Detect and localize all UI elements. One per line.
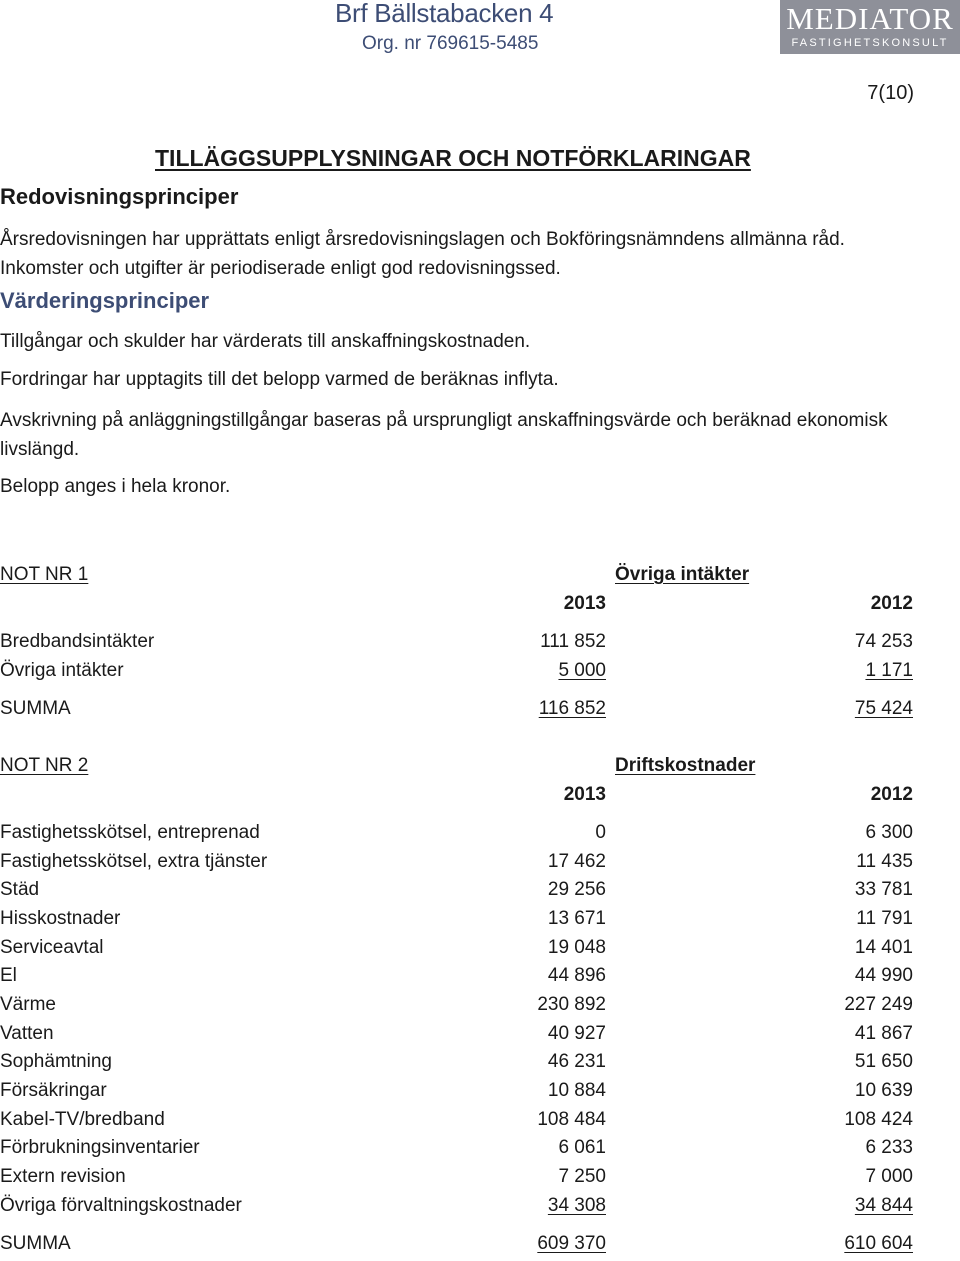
table-row [0,1195,960,1223]
value-2012: 41 867 [854,1023,913,1044]
sum-label: SUMMA [0,1233,71,1254]
note-number: NOT NR 1 [0,564,89,585]
row-label: Kabel-TV/bredband [0,1109,165,1130]
table-row [0,1080,960,1108]
value-2013: 5 000 [558,660,606,681]
value-2013: 29 256 [547,879,606,900]
value-2013: 46 231 [547,1051,606,1072]
note-number: NOT NR 2 [0,755,89,776]
value-2012: 6 233 [865,1137,913,1158]
vardering-line-3: Avskrivning på anläggningstillgångar baseras på ursprungligt anskaffningsvärde och beräknad ekonomisk livslängd. [0,410,888,460]
value-2012: 33 781 [854,879,913,900]
value-2012: 10 639 [854,1080,913,1101]
table-row [0,1023,960,1051]
value-2012: 6 300 [865,822,913,843]
sum-row [0,1233,960,1261]
row-label: Vatten [0,1023,54,1044]
table-row [0,937,960,965]
table-row [0,908,960,936]
logo-main-text: MEDIATOR [786,1,954,36]
table-row [0,1137,960,1165]
note-title: Driftskostnader [615,755,756,776]
value-2013: 7 250 [558,1166,606,1187]
note-title: Övriga intäkter [615,564,750,585]
vardering-line-1: Tillgångar och skulder har värderats till anskaffningskostnaden. [0,331,531,352]
table-row [0,1051,960,1079]
sum-row [0,698,960,726]
vardering-line-2: Fordringar har upptagits till det belopp varmed de beräknas inflyta. [0,369,559,390]
year-2013-header: 2013 [563,593,606,614]
table-row [0,851,960,879]
row-label: El [0,965,17,986]
year-2012-header: 2012 [870,593,913,614]
value-2013: 10 884 [547,1080,606,1101]
row-label: Försäkringar [0,1080,107,1101]
sum-2012: 610 604 [844,1233,913,1254]
table-row [0,1109,960,1137]
section-title: TILLÄGGSUPPLYSNINGAR OCH NOTFÖRKLARINGAR [155,145,751,171]
table-row [0,631,960,659]
value-2012: 51 650 [854,1051,913,1072]
org-name: Brf Bällstabacken 4 [335,0,554,28]
value-2013: 6 061 [558,1137,606,1158]
value-2013: 0 [595,822,606,843]
sum-2012: 75 424 [854,698,913,719]
value-2013: 13 671 [547,908,606,929]
sum-2013: 116 852 [538,698,606,719]
heading-vardering: Värderingsprinciper [0,288,210,313]
row-label: Serviceavtal [0,937,104,958]
row-label: Förbrukningsinventarier [0,1137,200,1158]
value-2012: 34 844 [854,1195,913,1216]
redovisning-text: Årsredovisningen har upprättats enligt årsredovisningslagen och Bokföringsnämndens allmänna råd. Inkomster och utgifter är periodiserade enligt god redovisningssed. [0,229,845,279]
value-2013: 34 308 [547,1195,606,1216]
row-label: Fastighetsskötsel, entreprenad [0,822,260,843]
table-row [0,965,960,993]
value-2013: 230 892 [537,994,606,1015]
value-2013: 44 896 [547,965,606,986]
row-label: Hisskostnader [0,908,121,929]
table-row [0,822,960,850]
value-2013: 19 048 [547,937,606,958]
logo-sub-text: FASTIGHETSKONSULT [791,37,949,49]
row-label: Värme [0,994,56,1015]
vardering-line-4: Belopp anges i hela kronor. [0,476,231,497]
row-label: Städ [0,879,40,900]
sum-label: SUMMA [0,698,71,719]
row-label: Övriga intäkter [0,660,124,681]
year-2012-header: 2012 [870,784,913,805]
value-2012: 74 253 [854,631,913,652]
table-row [0,994,960,1022]
row-label: Sophämtning [0,1051,112,1072]
value-2012: 227 249 [844,994,913,1015]
value-2012: 7 000 [865,1166,913,1187]
value-2012: 11 435 [856,851,913,872]
value-2013: 111 852 [540,631,606,652]
row-label: Extern revision [0,1166,126,1187]
value-2013: 17 462 [547,851,606,872]
row-label: Fastighetsskötsel, extra tjänster [0,851,268,872]
row-label: Bredbandsintäkter [0,631,155,652]
table-row [0,1166,960,1194]
value-2012: 11 791 [856,908,913,929]
org-number: Org. nr 769615-5485 [362,33,539,54]
table-row [0,660,960,688]
value-2012: 1 171 [865,660,913,681]
value-2012: 108 424 [844,1109,913,1130]
sum-2013: 609 370 [537,1233,606,1254]
table-row [0,879,960,907]
mediator-logo [780,0,960,54]
value-2013: 108 484 [537,1109,606,1130]
value-2012: 44 990 [854,965,913,986]
page-number: 7(10) [867,82,914,104]
year-2013-header: 2013 [563,784,606,805]
row-label: Övriga förvaltningskostnader [0,1195,242,1216]
value-2013: 40 927 [547,1023,606,1044]
heading-redovisningsprinciper: Redovisningsprinciper [0,184,239,209]
value-2012: 14 401 [854,937,913,958]
